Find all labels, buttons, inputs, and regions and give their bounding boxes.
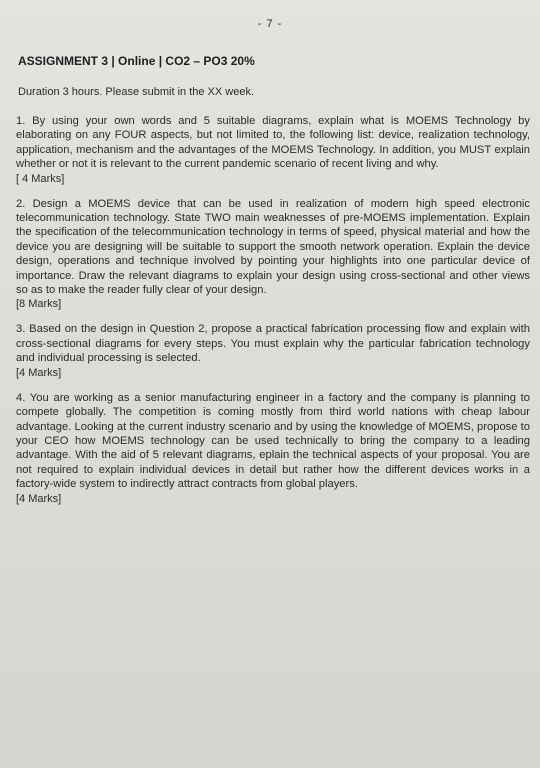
question-3-marks: [4 Marks] <box>16 366 62 379</box>
question-4 <box>16 391 530 506</box>
question-1-marks: [ 4 Marks] <box>16 172 65 185</box>
question-3-text: 3. Based on the design in Question 2, propose a practical fabrication processing flow and explain with cross-sectional diagrams for every steps. You must explain why the particular fabrication technology and individual processing is selected. <box>16 323 530 365</box>
question-4-marks: [4 Marks] <box>16 492 62 505</box>
assignment-header: ASSIGNMENT 3 | Online | CO2 – PO3 20% <box>18 54 255 68</box>
question-2-text: 2. Design a MOEMS device that can be used in realization of modern high speed electronic telecommunication technology. State TWO main weaknesses of pre-MOEMS implementation. Explain the specification of the telecommunication technology in terms of speed, physical material and how the device you are designing will be suitable to support the smooth network operation. Explain the device design, operations and technique involved by pointing your highlights into one particular device of importance. Draw the relevant diagrams to explain your design using cross-sectional and other views so as to make the reader fully clear of your design. <box>16 197 530 297</box>
question-4-text: 4. You are working as a senior manufacturing engineer in a factory and the company is planning to compete globally. The competition is coming mostly from third world nations with cheap labour advantage. Looking at the current industry scenario and by using the knowledge of MOEMS, propose to your CEO how MOEMS technology can be used technically to bring the company to a leading advantage. With the aid of 5 relevant diagrams, eplain the technical aspects of your proposal. You are not required to explain individual devices in detail but rather how the different devices works in a factory-wide system to indirectly attract contracts from global players. <box>16 391 530 491</box>
question-2-marks: [8 Marks] <box>16 298 62 311</box>
duration-instructions: Duration 3 hours. Please submit in the XX week. <box>18 86 255 98</box>
question-list <box>16 114 530 517</box>
question-3 <box>16 322 530 379</box>
question-2 <box>16 197 530 312</box>
question-1 <box>16 114 530 186</box>
question-1-text: 1. By using your own words and 5 suitable diagrams, explain what is MOEMS Technology by elaborating on any FOUR aspects, but not limited to, the following list: device, realization technology, application, mechanism and the advantages of the MOEMS Technology. In addition, you MUST explain whether or not it is relevant to the current pandemic scenario of recent living and why. <box>16 115 530 171</box>
page-number: - 7 - <box>257 18 283 30</box>
